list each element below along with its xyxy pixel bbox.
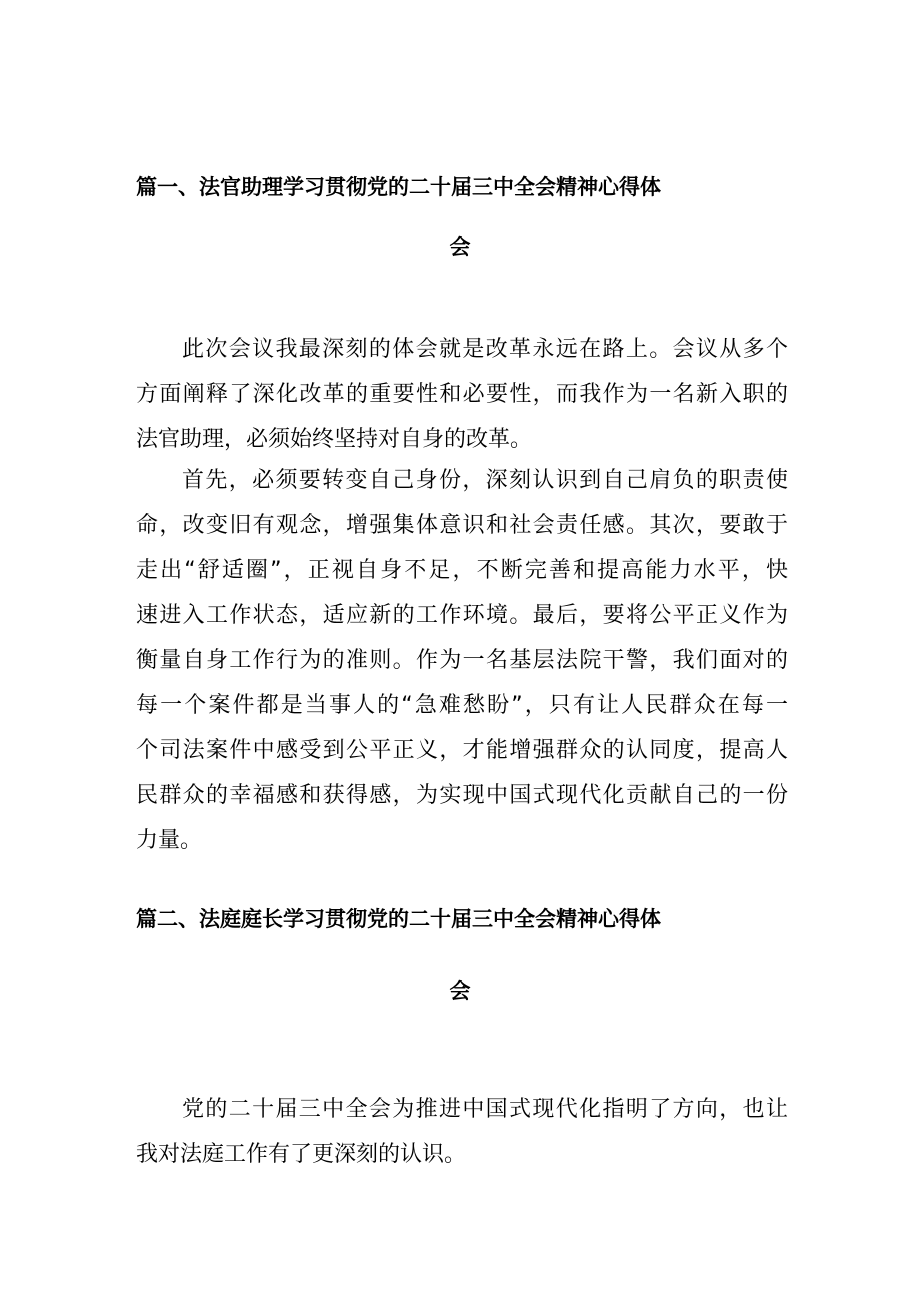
text-line: 走出“舒适圈”，正视自身不足，不断完善和提高能力水平，快 [136,558,788,583]
section1-paragraph-1 [136,327,788,462]
text-line: 首先，必须要转变自己身份，深刻认识到自己肩负的职责使 [182,468,788,493]
text-line: 民群众的幸福感和获得感，为实现中国式现代化贡献自己的一份 [136,783,788,808]
text-line: 速进入工作状态，适应新的工作环境。最后，要将公平正义作为 [136,603,788,628]
text-line: 此次会议我最深刻的体会就是改革永远在路上。会议从多个 [182,337,788,362]
text-line: 力量。 [136,828,203,853]
text-line: 个司法案件中感受到公平正义，才能增强群众的认同度，提高人 [136,738,788,763]
text-line: 方面阐释了深化改革的重要性和必要性，而我作为一名新入职的 [136,382,788,407]
section2-heading: 篇二、法庭庭长学习贯彻党的二十届三中全会精神心得体 [136,907,661,931]
section1-heading-continuation: 会 [449,235,471,259]
text-line: 每一个案件都是当事人的“急难愁盼”，只有让人民群众在每一 [136,693,788,718]
section1-paragraph-2 [136,458,788,863]
section2-paragraph-1 [136,1087,788,1177]
text-line: 衡量自身工作行为的准则。作为一名基层法院干警，我们面对的 [136,648,788,673]
section1-heading: 篇一、法官助理学习贯彻党的二十届三中全会精神心得体 [136,175,661,199]
section2-heading-continuation: 会 [449,979,471,1003]
text-line: 法官助理，必须始终坚持对自身的改革。 [136,427,533,452]
text-line: 我对法庭工作有了更深刻的认识。 [136,1142,467,1167]
text-line: 命，改变旧有观念，增强集体意识和社会责任感。其次，要敢于 [136,513,788,538]
text-line: 党的二十届三中全会为推进中国式现代化指明了方向，也让 [182,1097,788,1122]
